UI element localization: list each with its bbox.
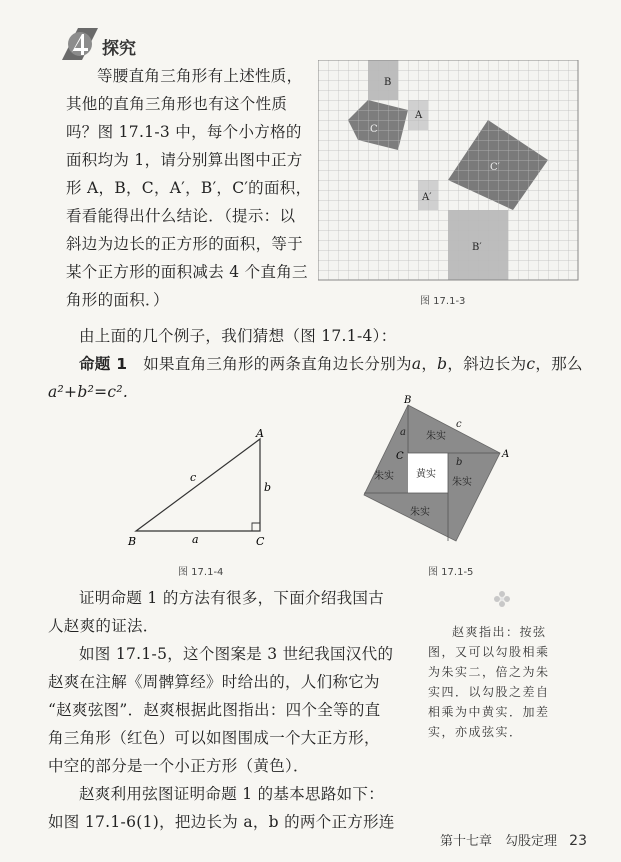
explore-title: 探究	[102, 39, 136, 59]
zhu-shi-left: 朱实	[374, 471, 394, 482]
proof-line: 证明命题 1 的方法有很多，下面介绍我国古	[79, 589, 385, 607]
proof-line: 如图 17.1-5，这个图案是 3 世纪我国汉代的	[79, 645, 394, 663]
explore-paragraph	[66, 62, 326, 314]
proof-line: 人赵爽的证法．	[48, 617, 159, 635]
proof-line: 赵爽利用弦图证明命题 1 的基本思路如下：	[79, 785, 385, 803]
side-b: b	[456, 457, 463, 468]
label-B-prime: B′	[472, 242, 482, 253]
proof-line: 如图 17.1-6(1)，把边长为 a，b 的两个正方形连	[48, 813, 395, 831]
caption-17-1-4: 图 17.1-4	[178, 567, 224, 578]
vertex-A: A	[502, 449, 510, 460]
explore-line: 面积均为 1，请分别算出图中正方	[66, 151, 303, 169]
caption-17-1-5: 图 17.1-5	[428, 567, 474, 578]
sidebar-line: 为朱实二，倍之为朱	[428, 665, 550, 679]
vertex-A: A	[256, 427, 264, 440]
vertex-B: B	[404, 395, 412, 406]
figure-17-1-5	[352, 393, 522, 545]
proof-line: “赵爽弦图”．赵爽根据此图指出：四个全等的直	[48, 701, 381, 719]
proposition-1: 命题 1 如果直角三角形的两条直角边长分别为a，b，斜边长为c，那么	[79, 355, 583, 373]
figure-17-1-4	[120, 425, 280, 550]
page-footer	[440, 830, 587, 849]
sidebar-flower-icon	[493, 590, 511, 608]
proof-line: 中空的部分是一个小正方形（黄色）．	[48, 757, 309, 775]
explore-line: 某个正方形的面积减去 4 个直角三	[66, 263, 308, 281]
side-c: c	[190, 471, 197, 484]
figure-17-1-3	[318, 60, 580, 282]
sidebar-line: 图，又可以勾股相乘	[428, 645, 550, 659]
explore-logo-icon	[58, 24, 102, 64]
explore-line: 看看能得出什么结论．（提示：以	[66, 207, 296, 225]
explore-line: 等腰直角三角形有上述性质，	[97, 67, 303, 85]
sidebar-line: 实，亦成弦实．	[428, 725, 523, 739]
proof-line: 赵爽在注解《周髀算经》时给出的，人们称它为	[48, 673, 380, 691]
side-c: c	[456, 419, 462, 430]
zhu-shi-right: 朱实	[452, 477, 472, 488]
sidebar-note	[428, 622, 588, 742]
vertex-B: B	[128, 535, 137, 548]
proof-paragraph	[48, 584, 418, 836]
sidebar-line: 相乘为中黄实．加差	[428, 705, 550, 719]
guess-intro: 由上面的几个例子，我们猜想（图 17.1-4）：	[79, 327, 397, 345]
caption-17-1-3: 图 17.1-3	[420, 296, 466, 307]
chapter-title: 第十七章 勾股定理	[440, 834, 558, 849]
side-b: b	[264, 481, 272, 494]
pythagorean-formula: a²+b²=c².	[48, 383, 129, 401]
label-B: B	[384, 77, 392, 88]
zhu-shi-top: 朱实	[426, 431, 446, 442]
explore-header	[58, 24, 178, 64]
label-A-prime: A′	[422, 192, 432, 203]
side-a: a	[192, 533, 199, 546]
explore-line: 斜边为边长的正方形的面积，等于	[66, 235, 304, 253]
explore-line: 吗？图 17.1-3 中，每个小方格的	[66, 123, 302, 141]
zhu-shi-bottom: 朱实	[410, 507, 430, 518]
page-number: 23	[569, 833, 587, 849]
proof-line: 角三角形（红色）可以如图围成一个大正方形，	[48, 729, 380, 747]
sidebar-line: 赵爽指出：按弦	[452, 625, 547, 639]
side-a: a	[400, 427, 406, 438]
explore-line: 角形的面积．）	[66, 291, 169, 309]
vertex-C: C	[256, 535, 265, 548]
explore-line: 形 A，B，C，A′，B′，C′的面积，	[66, 179, 312, 197]
label-C: C	[370, 124, 378, 135]
vertex-C: C	[396, 451, 404, 462]
explore-line: 其他的直角三角形也有这个性质	[66, 95, 288, 113]
proposition-label: 命题 1	[79, 355, 128, 373]
sidebar-line: 实四．以勾股之差自	[428, 685, 550, 699]
label-A: A	[415, 110, 423, 121]
label-C-prime: C′	[490, 162, 500, 173]
huang-shi: 黄实	[416, 469, 436, 480]
